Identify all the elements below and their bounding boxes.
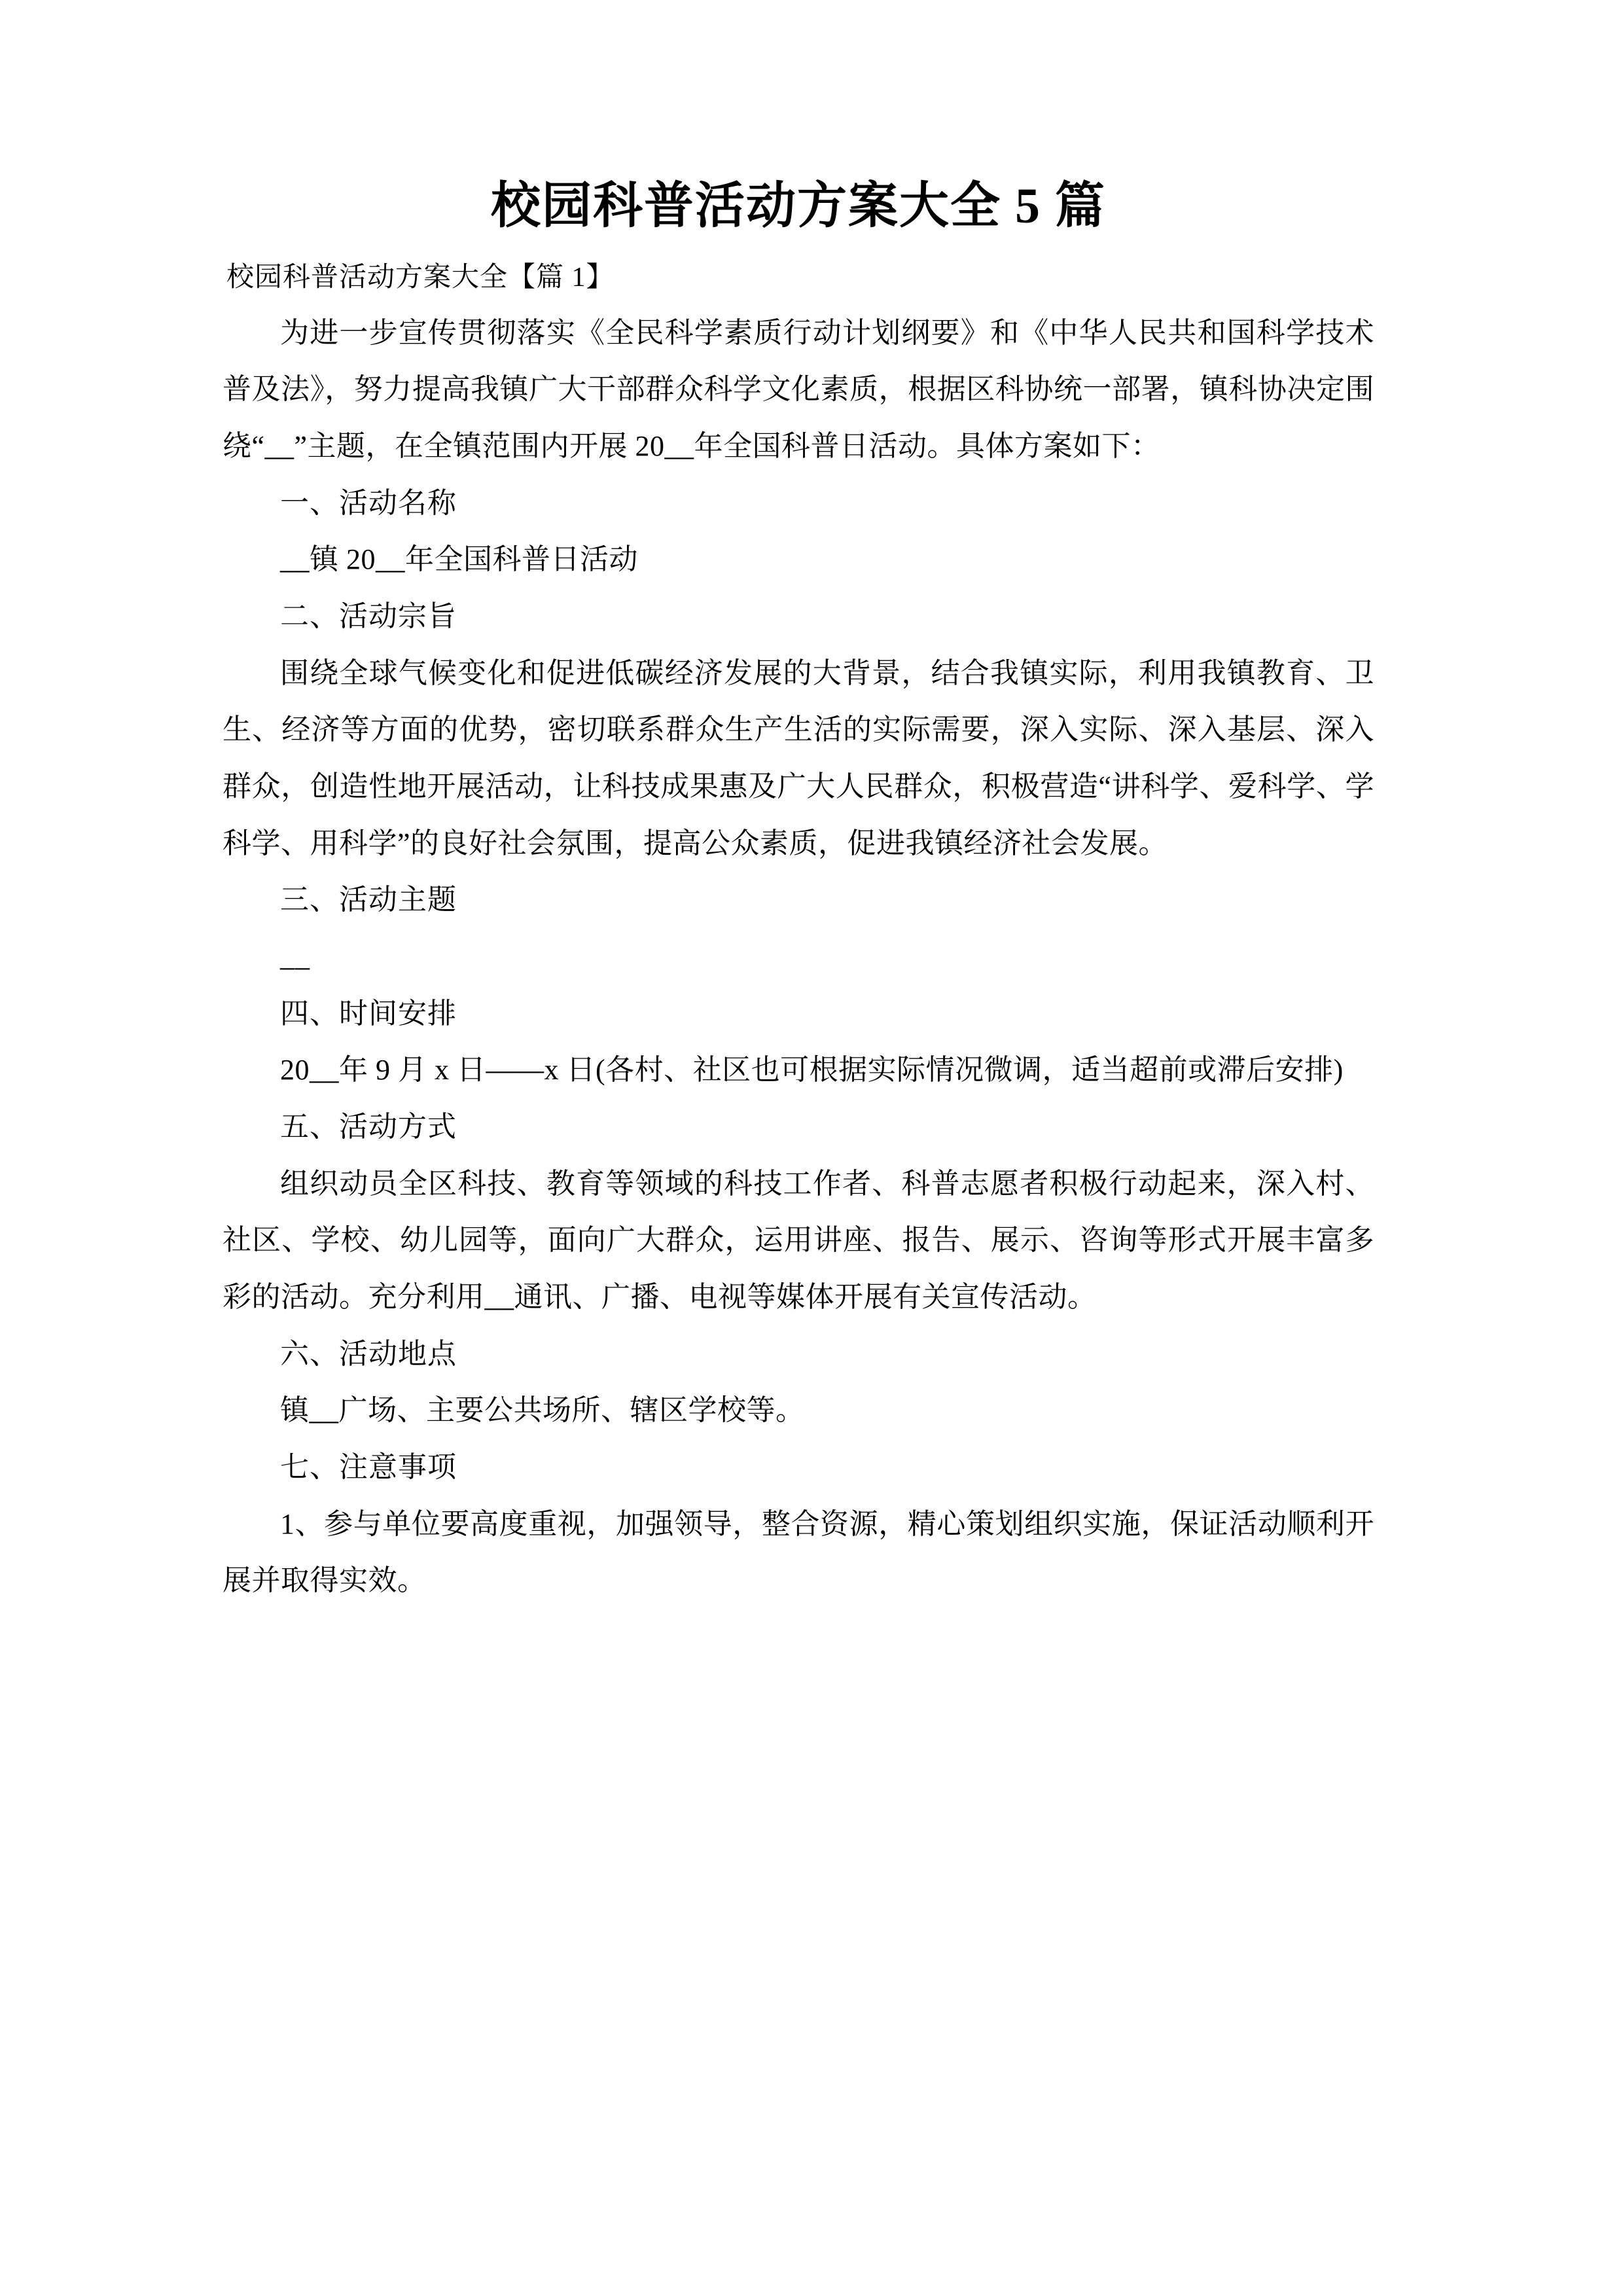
- section-heading-activity-theme: 三、活动主题: [280, 884, 457, 916]
- document-body: [223, 157, 1374, 1609]
- section-heading-activity-location: 六、活动地点: [280, 1337, 457, 1370]
- section-heading-activity-purpose: 二、活动宗旨: [280, 600, 457, 632]
- paragraph-intro: 为进一步宣传贯彻落实《全民科学素质行动计划纲要》和《中华人民共和国科学技术普及法》，努力提高我镇广大干部群众科学文化素质，根据区科协统一部署，镇科协决定围绕“__”主题，在全镇范围内开展 20__年全国科普日活动。具体方案如下：: [223, 316, 1374, 462]
- section-heading-activity-method: 五、活动方式: [280, 1111, 457, 1143]
- section-heading-schedule: 四、时间安排: [280, 997, 457, 1030]
- paragraph-activity-theme-placeholder: __: [280, 940, 310, 973]
- section-heading-notes: 七、注意事项: [280, 1451, 457, 1484]
- page-title: 校园科普活动方案大全 5 篇: [491, 179, 1106, 234]
- paragraph-activity-name: __镇 20__年全国科普日活动: [280, 543, 638, 576]
- paragraph-notes-item-1: 1、参与单位要高度重视，加强领导，整合资源，精心策划组织实施，保证活动顺利开展并取得实效。: [223, 1507, 1374, 1597]
- section-heading-activity-name: 一、活动名称: [280, 486, 457, 519]
- paragraph-activity-purpose: 围绕全球气候变化和促进低碳经济发展的大背景，结合我镇实际，利用我镇教育、卫生、经济等方面的优势，密切联系群众生产生活的实际需要，深入实际、深入基层、深入群众，创造性地开展活动，让科技成果惠及广大人民群众，积极营造“讲科学、爱科学、学科学、用科学”的良好社会氛围，提高公众素质，促进我镇经济社会发展。: [223, 656, 1374, 859]
- paragraph-activity-location: 镇__广场、主要公共场所、辖区学校等。: [280, 1394, 805, 1427]
- document-subtitle: 校园科普活动方案大全【篇 1】: [226, 262, 615, 293]
- paragraph-schedule: 20__年 9 月 x 日——x 日(各村、社区也可根据实际情况微调，适当超前或滞后安排): [280, 1054, 1344, 1086]
- paragraph-activity-method: 组织动员全区科技、教育等领域的科技工作者、科普志愿者积极行动起来，深入村、社区、学校、幼儿园等，面向广大群众，运用讲座、报告、展示、咨询等形式开展丰富多彩的活动。充分利用__通讯、广播、电视等媒体开展有关宣传活动。: [223, 1167, 1374, 1314]
